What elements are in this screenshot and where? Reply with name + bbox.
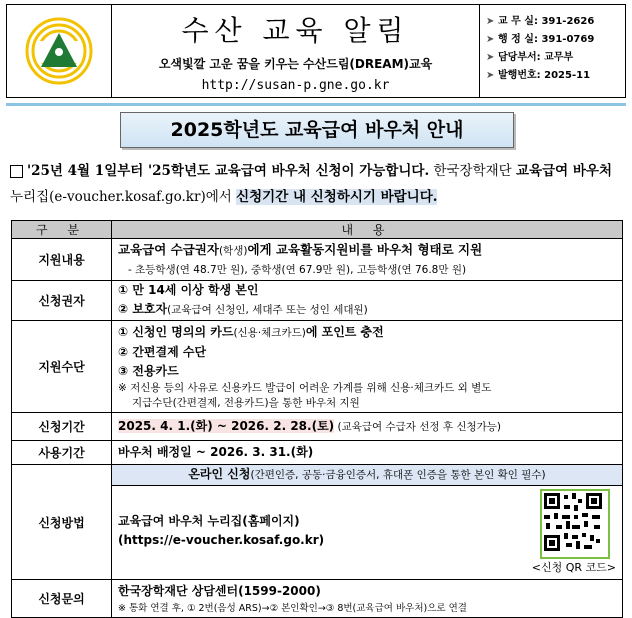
- contact-info: [480, 4, 626, 98]
- arrow-bullet-icon: ➤: [486, 52, 495, 63]
- qr-code-icon[interactable]: [540, 489, 610, 559]
- newsletter-title-block: [112, 4, 480, 98]
- school-slogan: 오색빛깔 고운 꿈을 키우는 수산드림(DREAM)교육: [158, 57, 433, 71]
- header-category: 구 분: [12, 221, 112, 239]
- voucher-site-name: 교육급여 바우처 누리집(홈페이지): [118, 514, 300, 528]
- table-row-support: [12, 239, 623, 281]
- row-label: 신청권자: [12, 281, 112, 321]
- info-table: [11, 220, 623, 618]
- arrow-bullet-icon: ➤: [486, 34, 495, 45]
- row-label: 지원내용: [12, 239, 112, 281]
- table-row-inquiry: [12, 580, 623, 618]
- table-row-period: [12, 413, 623, 441]
- row-label: 신청기간: [12, 413, 112, 441]
- school-logo: [6, 4, 112, 98]
- arrow-bullet-icon: ➤: [486, 16, 495, 27]
- qr-caption: <신청 QR 코드>: [531, 561, 616, 574]
- info-row-office: ➤ 교 무 실: 391-2626: [486, 13, 625, 31]
- school-url[interactable]: http://susan-p.gne.go.kr: [201, 78, 390, 93]
- info-row-issue-number: ➤ 발행번호: 2025-11: [486, 67, 625, 85]
- info-row-department: ➤ 담당부서: 교무부: [486, 49, 625, 67]
- row-label: 신청방법: [12, 465, 112, 580]
- row-content: 교육급여 수급권자(학생)에게 교육활동지원비를 바우처 형태로 지원 - 초등학생(연 48.7만 원), 중학생(연 67.9만 원), 고등학생(연 76.8만 원): [112, 239, 623, 281]
- row-content: ① 만 14세 이상 학생 본인 ② 보호자(교육급여 신청인, 세대주 또는 성인 세대원): [112, 281, 623, 321]
- arrow-bullet-icon: ➤: [486, 70, 495, 81]
- row-content: 한국장학재단 상담센터(1599-2000) ※ 통화 연결 후, ① 2번(음성 ARS)→② 본인확인→③ 8번(교육급여 바우처)으로 연결: [112, 580, 623, 618]
- table-row-means: [12, 321, 623, 413]
- newsletter-title: 수산 교육 알림: [181, 14, 410, 47]
- table-row-usage: [12, 441, 623, 465]
- row-label: 사용기간: [12, 441, 112, 465]
- newsletter-header: [6, 4, 626, 100]
- table-header-row: [12, 221, 623, 239]
- row-label: 신청문의: [12, 580, 112, 618]
- row-content: 온라인 신청(간편인증, 공동·금융인증서, 휴대폰 인증을 통한 본인 확인 필수) 교육급여 바우처 누리집(홈페이지) (https://e-voucher.kosaf.go.kr) <신청 QR 코드>: [112, 465, 623, 580]
- row-content: ① 신청인 명의의 카드(신용·체크카드)에 포인트 충전 ② 간편결제 수단 ③ 전용카드 ※ 저신용 등의 사유로 신용카드 발급이 어려운 가계를 위해 신용·체크카드 외 별도 지급수단(간편결제, 전용카드)을 통한 바우처 지원: [112, 321, 623, 413]
- row-content: 2025. 4. 1.(화) ~ 2026. 2. 28.(토) (교육급여 수급자 선정 후 신청가능): [112, 413, 623, 441]
- voucher-site-url[interactable]: (https://e-voucher.kosaf.go.kr): [118, 533, 325, 547]
- header-divider: [6, 103, 626, 106]
- info-row-admin: ➤ 행 정 실: 391-0769: [486, 31, 625, 49]
- table-row-method: [12, 465, 623, 580]
- row-label: 지원수단: [12, 321, 112, 413]
- header-content: 내 용: [112, 221, 623, 239]
- school-emblem-icon: [7, 5, 111, 97]
- row-content: 바우처 배정일 ~ 2026. 3. 31.(화): [112, 441, 623, 465]
- notice-paragraph: '25년 4월 1일부터 '25학년도 교육급여 바우처 신청이 가능합니다. 한국장학재단 교육급여 바우처 누리집(e-voucher.kosaf.go.kr)에서 신청기간 내 신청하시기 바랍니다.: [10, 163, 613, 205]
- table-row-applicant: [12, 281, 623, 321]
- checkbox-bullet-icon: [10, 165, 23, 178]
- document-title-banner: 2025학년도 교육급여 바우처 안내: [120, 112, 514, 148]
